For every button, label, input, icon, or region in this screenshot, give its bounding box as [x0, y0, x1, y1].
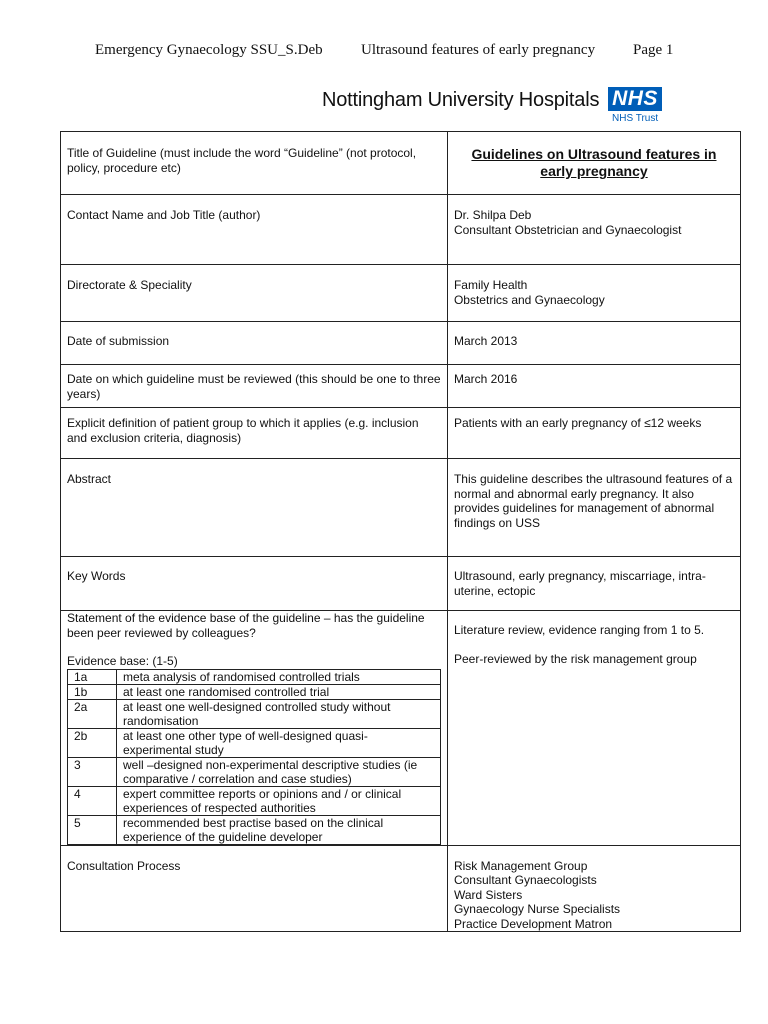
table-row [61, 365, 741, 408]
title-label-cell: Title of Guideline (must include the word “Guideline” (not protocol, policy, procedure etc) [61, 132, 448, 195]
nhs-badge: NHS [608, 87, 662, 111]
evidence-level-row [68, 757, 441, 786]
author-name: Dr. Shilpa Deb [453, 208, 532, 222]
evidence-level-row [68, 669, 441, 684]
evidence-level-code: 1b [68, 684, 117, 699]
evidence-level-code: 3 [68, 757, 117, 786]
evidence-label-cell [61, 611, 448, 846]
evidence-level-code: 1a [68, 669, 117, 684]
guideline-info-table [60, 131, 741, 932]
submission-label-cell: Date of submission [61, 322, 448, 365]
table-row [61, 845, 741, 932]
evidence-level-description: at least one other type of well-designed quasi-experimental study [117, 728, 441, 757]
table-row [61, 265, 741, 322]
consultation-label-cell: Consultation Process [61, 845, 448, 932]
evidence-level-description: recommended best practise based on the clinical experience of the guideline developer [117, 815, 441, 844]
consultation-item: Consultant Gynaecologists [453, 873, 597, 887]
nuh-logo [322, 86, 667, 126]
evidence-levels-table [67, 669, 441, 845]
table-row [61, 322, 741, 365]
guideline-title: Guidelines on Ultrasound features in early pregnancy [447, 132, 740, 195]
review-label-cell: Date on which guideline must be reviewed (this should be one to three years) [61, 365, 448, 408]
author-job-title: Consultant Obstetrician and Gynaecologist [453, 222, 682, 237]
evidence-review-text: Literature review, evidence ranging from 1 to 5. [453, 623, 705, 637]
page-header [95, 42, 695, 62]
evidence-level-description: at least one randomised controlled trial [117, 684, 441, 699]
table-row [61, 557, 741, 611]
evidence-level-code: 2a [68, 699, 117, 728]
consultation-item: Ward Sisters [453, 887, 523, 902]
evidence-level-code: 5 [68, 815, 117, 844]
table-row [61, 611, 741, 846]
logo-org-name: Nottingham University Hospitals [322, 89, 600, 111]
evidence-level-row [68, 815, 441, 844]
definition-label-cell: Explicit definition of patient group to which it applies (e.g. inclusion and exclusion criteria, diagnosis) [61, 408, 448, 459]
evidence-level-description: expert committee reports or opinions and / or clinical experiences of respected authorities [117, 786, 441, 815]
abstract-value-cell: This guideline describes the ultrasound features of a normal and abnormal early pregnancy. It also provides guidelines for management of abnormal findings on USS [447, 459, 740, 557]
consultation-item: Gynaecology Nurse Specialists [453, 902, 621, 916]
evidence-level-description: well –designed non-experimental descriptive studies (ie comparative / correlation and case studies) [117, 757, 441, 786]
directorate-name: Family Health [453, 278, 528, 292]
evidence-level-code: 2b [68, 728, 117, 757]
evidence-level-code: 4 [68, 786, 117, 815]
evidence-level-row [68, 684, 441, 699]
consultation-item: Practice Development Matron [453, 916, 613, 931]
evidence-statement: Statement of the evidence base of the guideline – has the guideline been peer reviewed by colleagues? [67, 611, 425, 640]
evidence-peer-review-text: Peer-reviewed by the risk management group [453, 651, 697, 666]
evidence-level-row [68, 728, 441, 757]
evidence-level-row [68, 699, 441, 728]
evidence-base-label: Evidence base: (1-5) [67, 654, 178, 668]
review-date: March 2016 [447, 365, 740, 408]
table-row [61, 459, 741, 557]
keywords-label-cell: Key Words [61, 557, 448, 611]
header-document-title: Ultrasound features of early pregnancy [361, 42, 596, 58]
consultation-item: Risk Management Group [453, 858, 588, 873]
directorate-value-cell [447, 265, 740, 322]
contact-label-cell: Contact Name and Job Title (author) [61, 195, 448, 265]
header-document-code: Emergency Gynaecology SSU_S.Deb [95, 42, 323, 58]
table-row [61, 132, 741, 195]
nhs-trust-label: NHS Trust [612, 113, 659, 124]
submission-date: March 2013 [447, 322, 740, 365]
directorate-label-cell: Directorate & Speciality [61, 265, 448, 322]
evidence-level-row [68, 786, 441, 815]
speciality-name: Obstetrics and Gynaecology [453, 292, 605, 307]
contact-value-cell [447, 195, 740, 265]
consultation-value-cell [447, 845, 740, 932]
header-page-number: Page 1 [633, 42, 674, 58]
evidence-value-cell [447, 611, 740, 846]
table-row [61, 408, 741, 459]
evidence-level-description: meta analysis of randomised controlled trials [117, 669, 441, 684]
table-row [61, 195, 741, 265]
definition-value-cell: Patients with an early pregnancy of ≤12 weeks [447, 408, 740, 459]
keywords-value-cell: Ultrasound, early pregnancy, miscarriage, intra-uterine, ectopic [447, 557, 740, 611]
evidence-level-description: at least one well-designed controlled study without randomisation [117, 699, 441, 728]
abstract-label-cell: Abstract [61, 459, 448, 557]
